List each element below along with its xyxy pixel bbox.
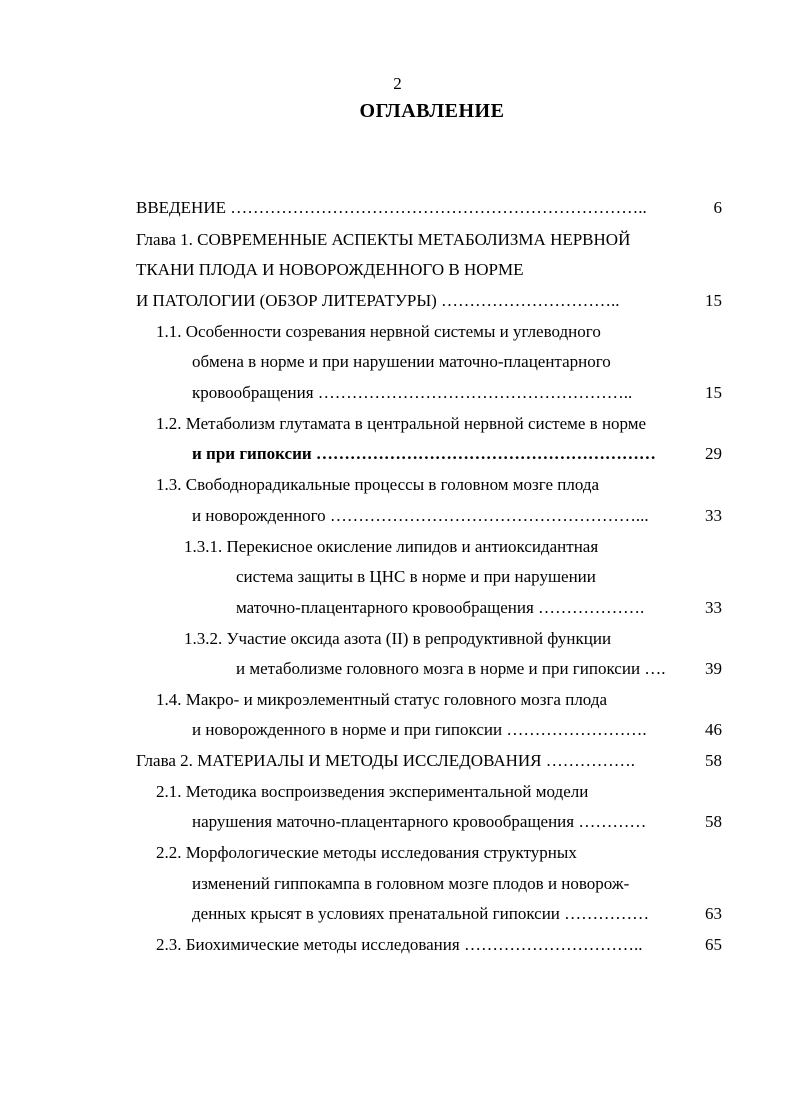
toc-line: 2.1. Методика воспроизведения экспериментальной модели: [156, 782, 589, 801]
toc-page-number: 33: [705, 506, 722, 525]
toc-page-number: 15: [705, 291, 722, 310]
toc-line: система защиты в ЦНС в норме и при нарушении: [236, 567, 596, 586]
page-title: ОГЛАВЛЕНИЕ: [359, 100, 505, 122]
toc-line: маточно-плацентарного кровообращения ……………….: [236, 598, 645, 617]
toc-line: 1.3.2. Участие оксида азота (II) в репродуктивной функции: [184, 629, 612, 648]
toc-line: Глава 1. СОВРЕМЕННЫЕ АСПЕКТЫ МЕТАБОЛИЗМА НЕРВНОЙ: [136, 230, 631, 249]
toc-line: нарушения маточно-плацентарного кровообращения …………: [192, 812, 647, 831]
toc-line: и метаболизме головного мозга в норме и при гипоксии ….: [236, 659, 666, 678]
toc-line: 1.3.1. Перекисное окисление липидов и антиоксидантная: [184, 537, 599, 556]
toc-line: изменений гиппокампа в головном мозге плодов и новорож-: [192, 874, 630, 893]
toc-line: 1.4. Макро- и микроэлементный статус головного мозга плода: [156, 690, 608, 709]
toc-page-number: 65: [705, 935, 722, 954]
toc-line: 2.3. Биохимические методы исследования …………………………..: [156, 935, 643, 954]
toc-line: ТКАНИ ПЛОДА И НОВОРОЖДЕННОГО В НОРМЕ: [136, 260, 524, 279]
toc-page-number: 58: [705, 812, 722, 831]
toc-page-number: 39: [705, 659, 722, 678]
toc-line: обмена в норме и при нарушении маточно-плацентарного: [192, 352, 611, 371]
toc-line: и при гипоксии ……………………………………………………: [192, 444, 656, 463]
toc-page-number: 58: [705, 751, 722, 770]
toc-line: кровообращения ………………………………………………..: [192, 383, 633, 402]
toc-page-number: 6: [713, 198, 722, 217]
toc-line: 1.2. Метаболизм глутамата в центральной нервной системе в норме: [156, 414, 647, 433]
page-number: 2: [393, 74, 402, 93]
toc-line: И ПАТОЛОГИИ (ОБЗОР ЛИТЕРАТУРЫ) …………………………..: [136, 291, 620, 310]
toc-page-number: 63: [705, 904, 722, 923]
toc-line: 1.3. Свободнорадикальные процессы в головном мозге плода: [156, 475, 600, 494]
toc-page-number: 29: [705, 444, 722, 463]
toc-line: денных крысят в условиях пренатальной гипоксии ……………: [192, 904, 650, 923]
toc-line: Глава 2. МАТЕРИАЛЫ И МЕТОДЫ ИССЛЕДОВАНИЯ …………….: [136, 751, 636, 770]
toc-line: 1.1. Особенности созревания нервной системы и углеводного: [156, 322, 601, 341]
toc-line: и новорожденного ………………………………………………...: [192, 506, 649, 525]
toc-page-number: 46: [705, 720, 722, 739]
toc-page-number: 33: [705, 598, 722, 617]
toc-line: и новорожденного в норме и при гипоксии …………………….: [192, 720, 647, 739]
toc-line: 2.2. Морфологические методы исследования структурных: [156, 843, 577, 862]
toc-line: ВВЕДЕНИЕ ………………………………………………………………..: [136, 198, 647, 217]
toc-page-number: 15: [705, 383, 722, 402]
